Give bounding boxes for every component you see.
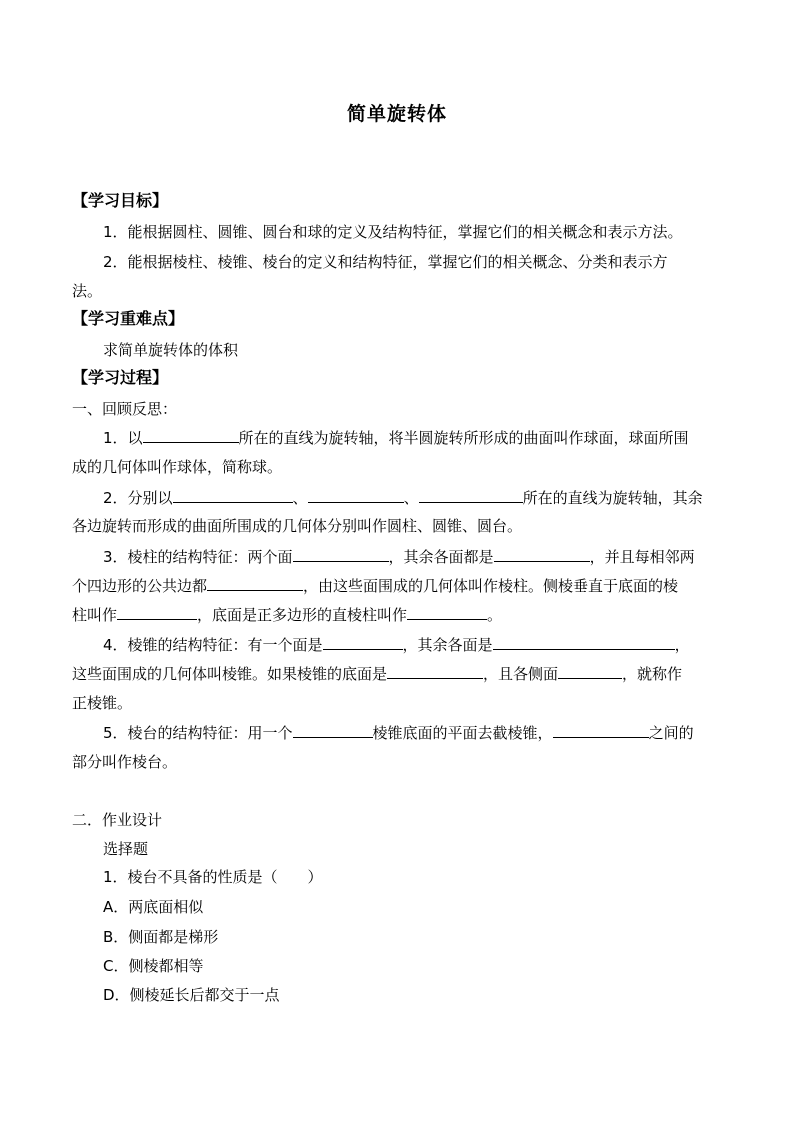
text: ，其余各面是 [402,636,493,654]
section-heading-goals: 【学习目标】 [72,191,169,210]
text: 之间的 [648,724,694,742]
text: 、 [292,489,308,507]
text: 所在的直线为旋转轴，其余 [522,489,703,507]
fill-blank[interactable] [407,605,487,620]
option-c: C．侧棱都相等 [103,957,204,975]
text: 柱叫作 [72,606,118,624]
fill-blank[interactable] [143,428,239,443]
text: 所在的直线为旋转轴，将半圆旋转所形成的曲面叫作球面，球面所围 [238,429,689,447]
homework-type: 选择题 [103,840,149,858]
option-b: B．侧面都是梯形 [103,928,219,946]
review-q4-line3: 正棱锥。 [72,694,133,712]
homework-question-1: 1．棱台不具备的性质是（ ） [103,868,323,886]
review-q3-line1 [103,546,695,568]
review-q4-line1 [103,634,690,656]
text: 3．棱柱的结构特征：两个面 [103,548,293,566]
fill-blank[interactable] [553,723,649,738]
review-q1-line2: 成的几何体叫作球体，简称球。 [72,458,283,476]
review-q3-line2 [72,575,678,597]
text: 4．棱锥的结构特征：有一个面是 [103,636,323,654]
text: ，并且每相邻两 [589,548,695,566]
section-heading-key-points: 【学习重难点】 [72,309,185,328]
fill-blank[interactable] [419,488,523,503]
fill-blank[interactable] [494,547,590,562]
text: 2．分别以 [103,489,173,507]
text: 1．以 [103,429,143,447]
text: ， [674,636,690,654]
text: ，且各侧面 [483,665,559,683]
text: ，底面是正多边形的直棱柱叫作 [197,606,408,624]
fill-blank[interactable] [323,635,403,650]
review-q1-line1 [103,427,689,449]
text: 5．棱台的结构特征：用一个 [103,724,293,742]
review-q5-line1 [103,722,694,744]
goal-item-1: 1．能根据圆柱、圆锥、圆台和球的定义及结构特征，掌握它们的相关概念和表示方法。 [103,223,683,241]
review-q5-line2: 部分叫作棱台。 [72,753,178,771]
text: 棱锥底面的平面去截棱锥， [372,724,553,742]
fill-blank[interactable] [293,723,373,738]
key-point-text: 求简单旋转体的体积 [103,341,239,359]
text: 个四边形的公共边都 [72,577,208,595]
text: 、 [403,489,419,507]
review-heading: 一、回顾反思： [72,400,178,418]
review-q3-line3 [72,604,502,626]
fill-blank[interactable] [558,664,622,679]
goal-item-2: 2．能根据棱柱、棱锥、棱台的定义和结构特征，掌握它们的相关概念、分类和表示方 [103,253,668,271]
review-q2-line2: 各边旋转而形成的曲面所围成的几何体分别叫作圆柱、圆锥、圆台。 [72,517,523,535]
option-d: D．侧棱延长后都交于一点 [103,986,280,1004]
review-q2-line1 [103,487,703,509]
goal-item-2-cont: 法。 [72,282,103,300]
option-a: A．两底面相似 [103,898,204,916]
fill-blank[interactable] [493,635,675,650]
text: ，其余各面都是 [388,548,494,566]
text: 。 [487,606,503,624]
fill-blank[interactable] [308,488,404,503]
homework-heading: 二．作业设计 [72,811,163,829]
fill-blank[interactable] [117,605,197,620]
fill-blank[interactable] [207,576,303,591]
section-heading-process: 【学习过程】 [72,368,169,387]
fill-blank[interactable] [173,488,293,503]
fill-blank[interactable] [387,664,483,679]
page-title: 简单旋转体 [346,103,447,125]
text: 这些面围成的几何体叫棱锥。如果棱锥的底面是 [72,665,388,683]
review-q4-line2 [72,663,682,685]
text: ，就称作 [622,665,683,683]
text: ，由这些面围成的几何体叫作棱柱。侧棱垂直于底面的棱 [303,577,679,595]
fill-blank[interactable] [293,547,389,562]
